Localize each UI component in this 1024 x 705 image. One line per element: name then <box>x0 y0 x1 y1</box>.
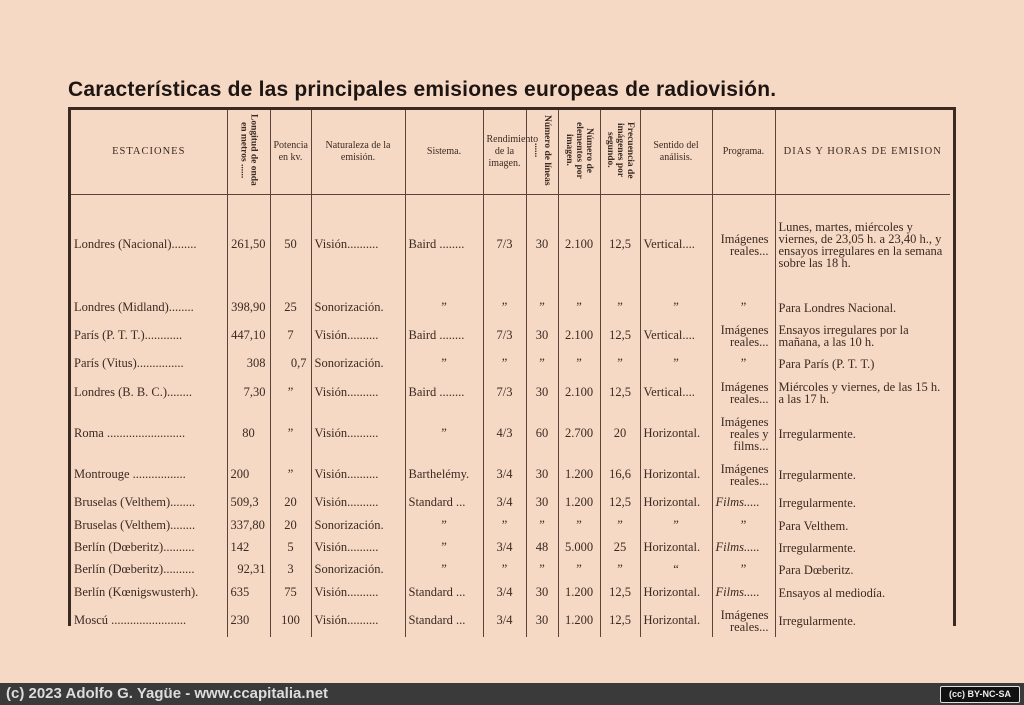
cell-estacion: Berlín (Dœberitz).......... <box>74 562 195 576</box>
cell-elementos: ” <box>558 295 600 321</box>
cell-frecuencia: 12,5 <box>600 491 640 515</box>
cell-longitud: 635 <box>227 581 270 605</box>
cell-programa: Films..... <box>712 537 775 559</box>
cell-dias: Ensayos al mediodía. <box>775 581 950 605</box>
cell-frecuencia: 12,5 <box>600 605 640 637</box>
cell-elementos: 2.700 <box>558 409 600 459</box>
cell-programa: Imágenes reales... <box>712 321 775 351</box>
cell-naturaleza: Sonorización. <box>311 515 405 537</box>
table-row <box>71 515 950 537</box>
cell-potencia: 5 <box>270 537 311 559</box>
cell-lineas: 30 <box>526 195 558 295</box>
cell-lineas: 30 <box>526 377 558 409</box>
cell-sentido: Horizontal. <box>640 537 712 559</box>
cell-programa: Films..... <box>712 581 775 605</box>
cell-estacion: Montrouge ................. <box>74 467 186 481</box>
cell-estacion: Bruselas (Velthem)........ <box>74 518 196 532</box>
header-rendimiento: Rendimiento de la imagen. <box>483 110 526 195</box>
cell-estacion: Londres (Nacional)........ <box>74 237 197 252</box>
cell-sistema: ” <box>405 295 483 321</box>
cell-programa: Films..... <box>712 491 775 515</box>
cell-naturaleza: Visión.......... <box>311 581 405 605</box>
cell-elementos: ” <box>558 515 600 537</box>
cell-rendimiento: 3/4 <box>483 581 526 605</box>
cell-longitud: 308 <box>227 351 270 377</box>
cell-elementos: 1.200 <box>558 491 600 515</box>
cell-estacion: Berlín (Dœberitz).......... <box>74 540 195 554</box>
cell-rendimiento: 3/4 <box>483 537 526 559</box>
cell-sentido: Horizontal. <box>640 409 712 459</box>
table-row <box>71 295 950 321</box>
cell-lineas: 30 <box>526 581 558 605</box>
cell-rendimiento: 3/4 <box>483 491 526 515</box>
cell-estacion: Moscú ........................ <box>74 613 187 627</box>
cell-elementos: 1.200 <box>558 581 600 605</box>
cell-frecuencia: ” <box>600 515 640 537</box>
cell-rendimiento: 3/4 <box>483 459 526 491</box>
cell-naturaleza: Visión.......... <box>311 195 405 295</box>
table-row <box>71 377 950 409</box>
cell-frecuencia: 20 <box>600 409 640 459</box>
cell-naturaleza: Visión.......... <box>311 605 405 637</box>
page-title: Características de las principales emisiones europeas de radiovisión. <box>68 78 777 101</box>
cell-lineas: 48 <box>526 537 558 559</box>
cell-sistema: Barthelémy. <box>405 459 483 491</box>
cell-sistema: Baird ........ <box>405 195 483 295</box>
table-row <box>71 605 950 637</box>
cell-elementos: 2.100 <box>558 377 600 409</box>
cell-elementos: 1.200 <box>558 459 600 491</box>
cell-sentido: Horizontal. <box>640 581 712 605</box>
cell-longitud: 142 <box>227 537 270 559</box>
cell-dias: Para París (P. T. T.) <box>775 351 950 377</box>
cell-rendimiento: 3/4 <box>483 605 526 637</box>
cell-sistema: Standard ... <box>405 605 483 637</box>
cell-estacion: Roma ......................... <box>74 426 186 440</box>
cell-sentido: Horizontal. <box>640 459 712 491</box>
cell-sistema: Baird ........ <box>405 321 483 351</box>
header-dias: DIAS Y HORAS DE EMISION <box>775 110 950 195</box>
cell-dias: Para Londres Nacional. <box>775 295 950 321</box>
cell-dias: Irregularmente. <box>775 409 950 459</box>
cell-lineas: ” <box>526 515 558 537</box>
cell-rendimiento: ” <box>483 295 526 321</box>
cell-frecuencia: 16,6 <box>600 459 640 491</box>
cell-sistema: ” <box>405 351 483 377</box>
cell-dias: Ensayos irregulares por la mañana, a las 10 h. <box>775 321 950 351</box>
table-row <box>71 459 950 491</box>
cell-programa: Imágenes reales... <box>712 605 775 637</box>
cell-naturaleza: Visión.......... <box>311 409 405 459</box>
table-row <box>71 537 950 559</box>
table-row <box>71 581 950 605</box>
table-row <box>71 351 950 377</box>
header-sentido: Sentido del análisis. <box>640 110 712 195</box>
table-header-row <box>71 110 950 195</box>
cell-dias: Para Dœberitz. <box>775 559 950 581</box>
cell-sentido: Vertical.... <box>640 321 712 351</box>
cell-sentido: ” <box>640 351 712 377</box>
cell-lineas: 30 <box>526 321 558 351</box>
header-longitud: Longitud de onda en metros ...... <box>227 110 270 195</box>
cell-potencia: 3 <box>270 559 311 581</box>
header-sistema: Sistema. <box>405 110 483 195</box>
header-frecuencia: Frecuencia de imágenes por segundo. <box>600 110 640 195</box>
cell-estacion: París (Vitus)............... <box>74 356 184 370</box>
cell-potencia: 100 <box>270 605 311 637</box>
cell-longitud: 398,90 <box>227 295 270 321</box>
cell-lineas: 30 <box>526 491 558 515</box>
cell-frecuencia: 25 <box>600 537 640 559</box>
cell-frecuencia: ” <box>600 295 640 321</box>
cell-sentido: ” <box>640 295 712 321</box>
cell-potencia: ” <box>270 459 311 491</box>
cell-elementos: 2.100 <box>558 321 600 351</box>
cell-rendimiento: 7/3 <box>483 377 526 409</box>
header-naturaleza: Naturaleza de la emisión. <box>311 110 405 195</box>
cell-programa: Imágenes reales... <box>712 459 775 491</box>
cell-naturaleza: Visión.......... <box>311 377 405 409</box>
cell-longitud: 92,31 <box>227 559 270 581</box>
cell-lineas: ” <box>526 559 558 581</box>
cell-sentido: Vertical.... <box>640 195 712 295</box>
cell-frecuencia: 12,5 <box>600 581 640 605</box>
cell-sistema: ” <box>405 409 483 459</box>
cell-longitud: 7,30 <box>227 377 270 409</box>
cell-dias: Irregularmente. <box>775 491 950 515</box>
cell-programa: Imágenes reales... <box>712 377 775 409</box>
cell-naturaleza: Sonorización. <box>311 351 405 377</box>
cell-potencia: ” <box>270 409 311 459</box>
cell-longitud: 447,10 <box>227 321 270 351</box>
cell-dias: Lunes, martes, miércoles y viernes, de 23,05 h. a 23,40 h., y ensayos irregulares en la semana sobre las 18 h. <box>775 195 950 295</box>
cell-potencia: 20 <box>270 491 311 515</box>
cell-programa: ” <box>712 351 775 377</box>
cell-frecuencia: 12,5 <box>600 195 640 295</box>
cell-frecuencia: 12,5 <box>600 377 640 409</box>
cell-sentido: ” <box>640 515 712 537</box>
cell-rendimiento: ” <box>483 559 526 581</box>
cell-longitud: 337,80 <box>227 515 270 537</box>
cell-rendimiento: ” <box>483 515 526 537</box>
watermark-bar <box>0 683 1024 705</box>
cell-potencia: 0,7 <box>270 351 311 377</box>
cell-naturaleza: Visión.......... <box>311 321 405 351</box>
cell-programa: Imágenes reales... <box>712 195 775 295</box>
table-row <box>71 195 950 295</box>
cell-sistema: Baird ........ <box>405 377 483 409</box>
cell-programa: Imágenes reales y films... <box>712 409 775 459</box>
cell-rendimiento: 7/3 <box>483 195 526 295</box>
cell-dias: Miércoles y viernes, de las 15 h. a las 17 h. <box>775 377 950 409</box>
cell-lineas: 60 <box>526 409 558 459</box>
cell-estacion: París (P. T. T.)............ <box>74 328 183 342</box>
cell-elementos: ” <box>558 351 600 377</box>
cell-rendimiento: 4/3 <box>483 409 526 459</box>
cell-estacion: Londres (Midland)........ <box>74 300 194 314</box>
cell-lineas: ” <box>526 295 558 321</box>
header-potencia: Potencia en kv. <box>270 110 311 195</box>
cell-frecuencia: ” <box>600 351 640 377</box>
cell-potencia: 50 <box>270 195 311 295</box>
cell-lineas: 30 <box>526 459 558 491</box>
cell-programa: ” <box>712 515 775 537</box>
table-row <box>71 491 950 515</box>
cell-sistema: Standard ... <box>405 491 483 515</box>
cell-potencia: 75 <box>270 581 311 605</box>
cell-dias: Irregularmente. <box>775 459 950 491</box>
cell-dias: Irregularmente. <box>775 537 950 559</box>
cell-programa: ” <box>712 559 775 581</box>
cell-longitud: 261,50 <box>227 195 270 295</box>
cell-sistema: ” <box>405 559 483 581</box>
cell-sistema: ” <box>405 537 483 559</box>
cell-sistema: ” <box>405 515 483 537</box>
cell-estacion: Londres (B. B. C.)........ <box>74 385 193 399</box>
header-programa: Programa. <box>712 110 775 195</box>
cell-estacion: Berlín (Kœnigswusterh). <box>74 585 199 599</box>
cell-potencia: 7 <box>270 321 311 351</box>
table-row <box>71 321 950 351</box>
cell-sentido: Vertical.... <box>640 377 712 409</box>
cell-sentido: Horizontal. <box>640 491 712 515</box>
cell-naturaleza: Sonorización. <box>311 295 405 321</box>
cell-frecuencia: ” <box>600 559 640 581</box>
cell-naturaleza: Sonorización. <box>311 559 405 581</box>
table-row <box>71 559 950 581</box>
license-badge: (cc) BY-NC-SA <box>940 686 1020 703</box>
cell-programa: ” <box>712 295 775 321</box>
cell-frecuencia: 12,5 <box>600 321 640 351</box>
header-estaciones: ESTACIONES <box>71 110 227 195</box>
cell-sentido: “ <box>640 559 712 581</box>
header-elementos: Número de elementos por imagen. <box>558 110 600 195</box>
cell-lineas: 30 <box>526 605 558 637</box>
emissions-table <box>71 110 950 637</box>
table-row <box>71 409 950 459</box>
cell-longitud: 230 <box>227 605 270 637</box>
header-lineas: Número de líneas ...... <box>526 110 558 195</box>
cell-sistema: Standard ... <box>405 581 483 605</box>
cell-lineas: ” <box>526 351 558 377</box>
cell-elementos: 2.100 <box>558 195 600 295</box>
cell-potencia: ” <box>270 377 311 409</box>
cell-sentido: Horizontal. <box>640 605 712 637</box>
cell-potencia: 20 <box>270 515 311 537</box>
cell-elementos: 5.000 <box>558 537 600 559</box>
cell-dias: Para Velthem. <box>775 515 950 537</box>
cell-longitud: 200 <box>227 459 270 491</box>
cell-naturaleza: Visión.......... <box>311 537 405 559</box>
cell-elementos: ” <box>558 559 600 581</box>
cell-rendimiento: 7/3 <box>483 321 526 351</box>
cell-rendimiento: ” <box>483 351 526 377</box>
copyright-text: (c) 2023 Adolfo G. Yagüe - www.ccapitalia.net <box>6 685 329 702</box>
cell-elementos: 1.200 <box>558 605 600 637</box>
cell-estacion: Bruselas (Velthem)........ <box>74 495 196 509</box>
cell-naturaleza: Visión.......... <box>311 491 405 515</box>
cell-dias: Irregularmente. <box>775 605 950 637</box>
cell-longitud: 80 <box>227 409 270 459</box>
cell-naturaleza: Visión.......... <box>311 459 405 491</box>
cell-potencia: 25 <box>270 295 311 321</box>
cell-longitud: 509,3 <box>227 491 270 515</box>
